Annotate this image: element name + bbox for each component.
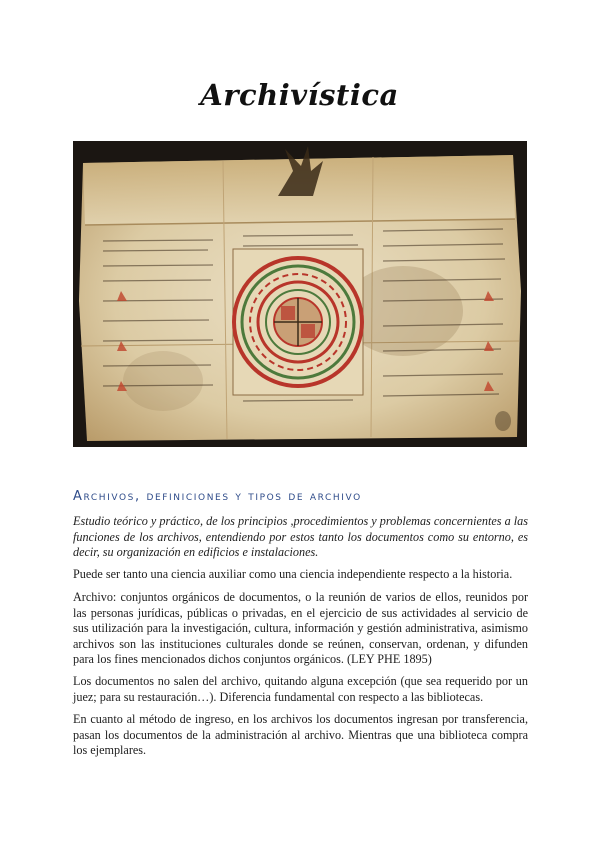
paragraph-documents-stay: Los documentos no salen del archivo, quitando alguna excepción (que sea requerido por un juez; para su restauración…). Diferencia fundamental con respecto a las bibliotecas. bbox=[73, 674, 528, 704]
paragraph-definition: Estudio teórico y práctico, de los principios ,procedimientos y problemas concernientes a las funciones de los archivos, entendiendo por estos tanto los documentos como su entorno, es decir, su organización en edificios e instalaciones. bbox=[73, 514, 528, 560]
page-title: Archivística bbox=[200, 78, 399, 112]
manuscript-image bbox=[73, 141, 527, 447]
paragraph-archive-definition: Archivo: conjuntos orgánicos de documentos, o la reunión de varios de ellos, reunidos por las personas jurídicas, públicas o privadas, en el ejercicio de sus actividades al servicio de sus utilización para la investigación, cultura, información y gestión administrativa, asimismo archivos son las instituciones culturales donde se reúnen, conservan, ordenan, y difunden para los fines mencionados dichos conjuntos orgánicos. (LEY PHE 1895) bbox=[73, 590, 528, 667]
section-heading: Archivos, definiciones y tipos de archivo bbox=[73, 489, 362, 504]
paragraph-ingress-method: En cuanto al método de ingreso, en los archivos los documentos ingresan por transferencia, pasan los documentos de la administración al archivo. Mientras que una biblioteca compra los ejemplares. bbox=[73, 712, 528, 758]
paragraph-auxiliary-science: Puede ser tanto una ciencia auxiliar como una ciencia independiente respecto a la historia. bbox=[73, 567, 513, 581]
